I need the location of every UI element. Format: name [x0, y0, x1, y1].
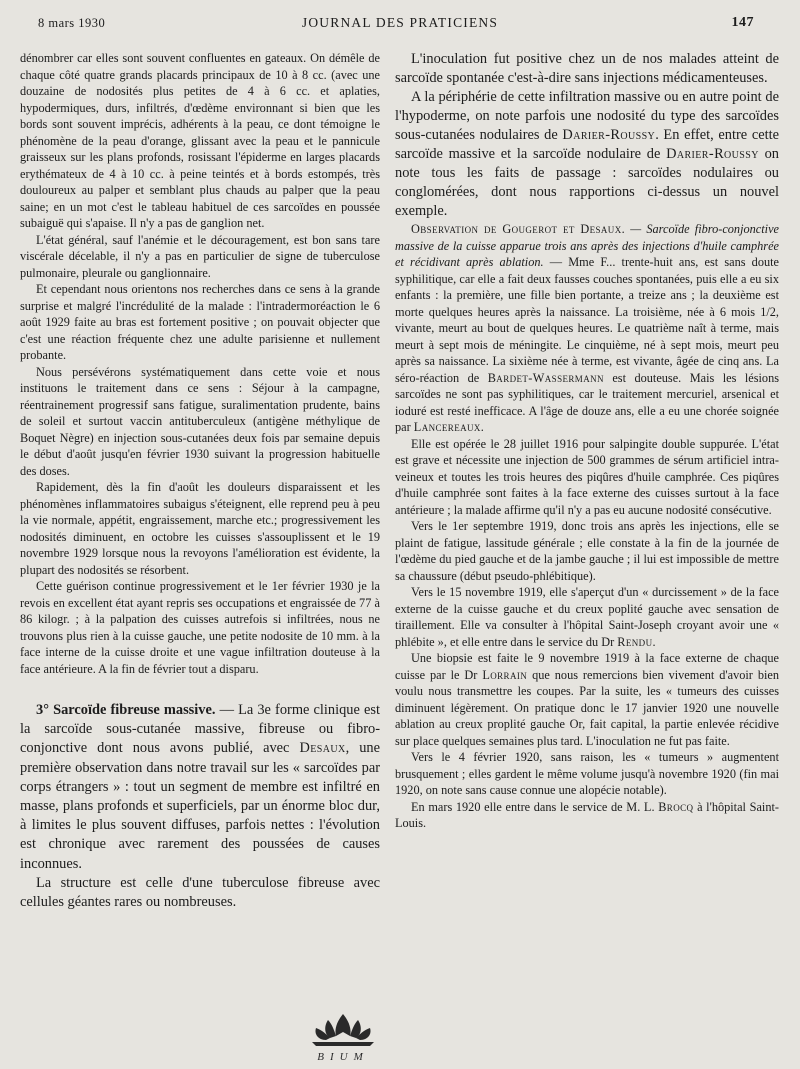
- header-journal-title: JOURNAL DES PRATICIENS: [301, 15, 499, 30]
- right-paragraph-1: L'inoculation fut positive chez un de nos malades atteint de sarcoïde spontanée c'est-à-dire sans injections médicamenteuses.: [395, 51, 779, 86]
- left-paragraph-6: Cette guérison continue progressivement et le 1er février 1930 je la revois en excellent état ayant repris ses occupations et engraissée de 77 à 86 kilogr. ; à la palpation des cuisses autrefois si infiltrées, nous ne trouvons plus rien à la cuisse gauche, une petite nodosite de 10 mm. à la face interne de la cuisse droite et une vague infiltration douteuse à la face antérieure. A la fin de février tout a disparu.: [20, 579, 380, 676]
- author-name: Desaux: [299, 740, 346, 757]
- observation-subtitle: — Sarcoïde fibro-conjonctive massive de la cuisse apparue trois ans après des injections d'huile camphrée et récidivant après ablation.: [395, 222, 780, 269]
- right-paragraph-5: Vers le 1er septembre 1919, donc trois ans après les injections, elle se plaint de fatigue, lassitude générale ; elle constate à la fin de la journée de l'œdème du pied gauche et de la jambe gauche ; il lui est impossible de mettre sa chaussure (début pseudo-phlébitique).: [395, 519, 779, 583]
- header-date: 8 mars 1930: [38, 16, 106, 30]
- right-paragraph-6: Vers le 15 novembre 1919, elle s'aperçut d'un « durcissement » de la face externe de la cuisse gauche et du creux poplité gauche avec sensation de tiraillement. Elle va consulter à l'hôpital Saint-Joseph croyant avoir une « phlébite », et elle entre dans le service du Dr Rendu.: [395, 585, 779, 649]
- right-paragraph-2: A la périphérie de cette infiltration massive ou en autre point de l'hypoderme, on note parfois une nodosité du type des sarcoïdes sous-cutanées nodulaires de Darier-Roussy. En effet, entre cette sarcoïde massive et la sarcoïde nodulaire de Darier-Roussy on note tous les faits de passage : sarcoïdes nodulaires ou conglomérées, dont nous rapportions ci-dessus un nouvel exemple.: [395, 89, 779, 219]
- left-paragraph-5: Rapidement, dès la fin d'août les douleurs disparaissent et les phénomènes inflammatoires subaigus s'éteignent, elle reprend peu à peu la vie normale, appétit, engraissement, marche etc.; progressivement les nodosités diminuent, en octobre les cuisses s'assouplissent et le 19 novembre 1929 lorsque nous la revoyons l'amélioration est évidente, la plupart des nodosités se résorbent.: [20, 480, 380, 577]
- left-column: [20, 50, 380, 912]
- right-paragraph-7: Une biopsie est faite le 9 novembre 1919 à la face externe de chaque cuisse par le Dr Lorrain que nous remercions bien vivement d'avoir bien voulu nous transmettre les coupes. Par la suite, les « tumeurs des cuisses diminuent légèrement. On pratique donc le 17 janvier 1920 une nouvelle ablation au creux proplité gauche Or, fait capital, la partie enlevée récidive sur place quelques semaines plus tard. L'inoculation ne fut pas faite.: [395, 651, 779, 748]
- left-paragraph-3: Et cependant nous orientons nos recherches dans ce sens à la grande surprise et malgré l'incrédulité de la malade : l'intradermoréaction le 6 août 1929 faite au bras est fortement positive ; on pouvait objecter que c'est une réaction fréquente chez une adulte parisienne et nullement probante.: [20, 282, 380, 362]
- observation-title: Observation de Gougerot et Desaux.: [411, 222, 626, 236]
- right-paragraph-4: Elle est opérée le 28 juillet 1916 pour salpingite double suppurée. L'état est grave et nécessite une injection de 500 grammes de sérum artificiel intra-veineux et toutes les trois heures des piqûres d'huile camphrée. Ces piqûres d'huile camphrée sont faites à la face externe des cuisses surtout à la face antérieure ; la malade affirme qu'il n'y a pas eu aucune nodosité consécutive.: [395, 436, 779, 517]
- observation-paragraph: Observation de Gougerot et Desaux. — Sarcoïde fibro-conjonctive massive de la cuisse apparue trois ans après des injections d'huile camphrée et récidivant après ablation. — Mme F... trente-huit ans, est sans doute syphilitique, car elle a fait deux fausses couches spontanées, puis elle a eu six enfants : la première, une fille bien portante, a treize ans ; la deuxième est morte quelques heures après la naissance. La troisième, née à 6 mois 1/2, vivante, meurt au bout de quelques heures. Le quatrième naît à terme, mais meurt à sept mois de méningite. Le cinquième, né à sept mois, meurt peu après sa naissance. La sixième née à terme, est vivante, âgée de cinq ans. La séro-réaction de Bardet-Wassermann est douteuse. Mais les lésions sarcoïdes ne sont pas syphilitiques, car le traitement mercuriel, arsenical et ioduré est resté inefficace. A l'âge de douze ans, elle a eu une chorée soignée par Lancereaux.: [395, 222, 780, 434]
- left-paragraph-2: L'état général, sauf l'anémie et le découragement, est bon sans tare viscérale décelable, il n'y a pas en particulier de signe de tuberculose pulmonaire, pleurale ou ganglionnaire.: [20, 232, 380, 280]
- section-3-heading: 3° Sarcoïde fibreuse massive.: [36, 702, 216, 718]
- left-paragraph-7: La structure est celle d'une tuberculose fibreuse avec cellules géantes rares ou nombreuses.: [20, 874, 380, 911]
- left-paragraph-4: Nous persévérons systématiquement dans cette voie et nous instituons le traitement dans ce sens : Séjour à la campagne, réentrainement progressif sans fatigue, suralimentation prudente, bains de soleil et surtout vaccin antituberculeux (antigène méthylique de Boquet Nègre) en injection sous-cutanées deux fois par semaine depuis le début d'août jusqu'en février 1930 suivant la progression habituelle des doses.: [20, 364, 380, 478]
- section-3-paragraph: 3° Sarcoïde fibreuse massive. — La 3e forme clinique est la sarcoïde sous-cutanée massive, fibreuse ou fibro-conjonctive dont nous avons publié, avec Desaux, une première observation dans notre travail sur les « sarcoïdes par corps étrangers » : tout un segment de membre est infiltré en masse, plans profonds et superficiels, par un énorme bloc dur, à limites le plus souvent diffuses, parfois nettes : l'évolution est chronique avec rarement des poussées de causes inconnues.: [20, 702, 380, 872]
- logo-text: BIUM: [317, 1051, 369, 1063]
- running-header: [30, 14, 770, 34]
- right-paragraph-9: En mars 1920 elle entre dans le service de M. L. Brocq à l'hôpital Saint-Louis.: [395, 799, 780, 830]
- header-page-number: 147: [731, 15, 754, 30]
- right-column: [395, 50, 779, 832]
- left-paragraph-1: dénombrer car elles sont souvent confluentes en gateaux. On démêle de chaque côté quatre grands placards principaux de 10 à 8 cc. (avec une douzaine de nodosités plus petites de 4 à 6 cc. et aplaties, hypodermiques, durs, infiltrés, d'œdème environnant si bien que les bords sont souvent imprécis, adhérents à la peau, ce dont témoigne le phénomène de la peau d'orange, glissant avec la peau et le pannicule graisseux sur les plans profonds, rosissant l'épiderme en larges placards erythémateux de 4 à 10 cc. à peine teintés et à bords estompés, très douloureux au palper et semblant plus chauds au palper que la peau saine; en un mot c'est le tableau habituel de ces sarcoïdes en poussée subaiguë qui s'apaise. Il n'y a pas de ganglion net.: [20, 51, 380, 230]
- right-paragraph-8: Vers le 4 février 1920, sans raison, les « tumeurs » augmentent brusquement ; elles gardent le même volume jusqu'à novembre 1920 (fin mai 1920, on note sans cause connue une alopécie notable).: [395, 750, 779, 797]
- bium-logo: [298, 1010, 388, 1066]
